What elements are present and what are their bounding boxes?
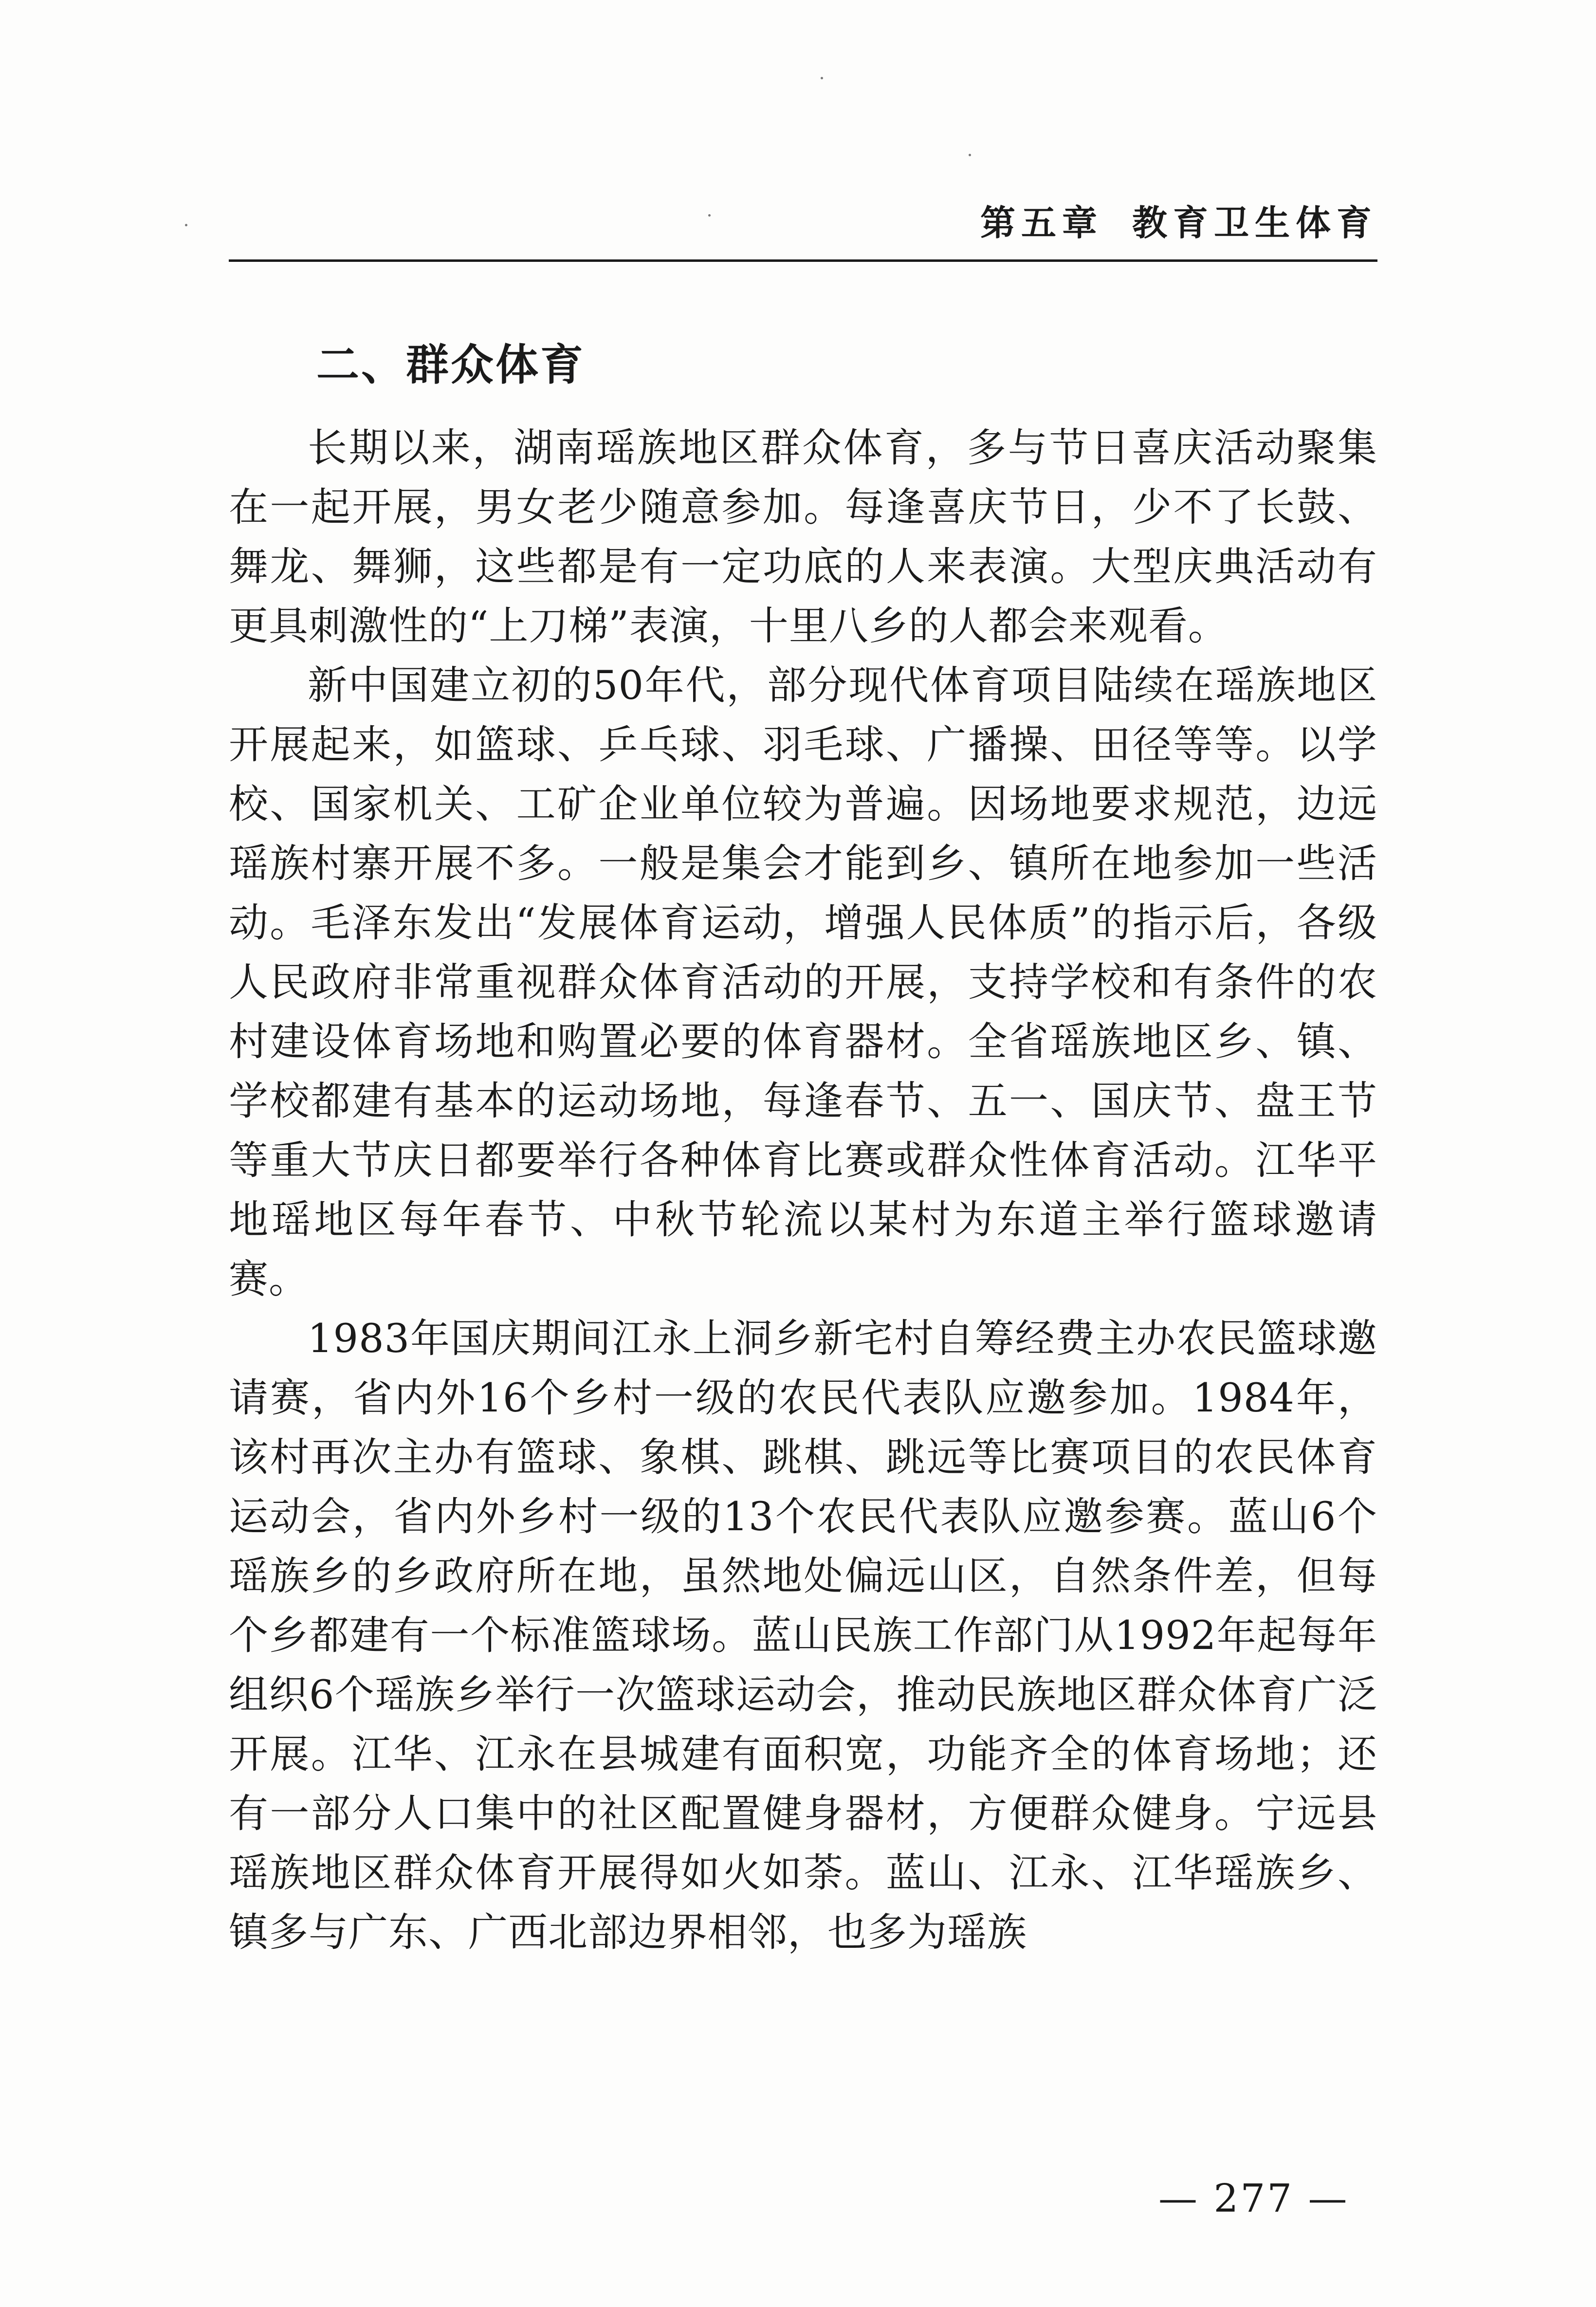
scan-speck bbox=[821, 77, 823, 79]
page-number: — 277 — bbox=[1158, 2176, 1349, 2221]
paragraph: 1983年国庆期间江永上洞乡新宅村自筹经费主办农民篮球邀请赛，省内外16个乡村一级的农民代表队应邀参加。1984年，该村再次主办有篮球、象棋、跳棋、跳远等比赛项目的农民体育运动会，省内外乡村一级的13个农民代表队应邀参赛。蓝山6个瑶族乡的乡政府所在地，虽然地处偏远山区，自然条件差，但每个乡都建有一个标准篮球场。蓝山民族工作部门从1992年起每年组织6个瑶族乡举行一次篮球运动会，推动民族地区群众体育广泛开展。江华、江永在县城建有面积宽，功能齐全的体育场地；还有一部分人口集中的社区配置健身器材，方便群众健身。宁远县瑶族地区群众体育开展得如火如荼。蓝山、江永、江华瑶族乡、镇多与广东、广西北部边界相邻，也多为瑶族 bbox=[229, 1316, 1377, 1956]
chapter-title: 教育卫生体育 bbox=[1132, 202, 1377, 243]
running-header bbox=[229, 184, 1377, 262]
scan-speck bbox=[185, 224, 187, 226]
body-text bbox=[229, 419, 1377, 1962]
paragraph: 长期以来，湖南瑶族地区群众体育，多与节日喜庆活动聚集在一起开展，男女老少随意参加。每逢喜庆节日，少不了长鼓、舞龙、舞狮，这些都是有一定功底的人来表演。大型庆典活动有更具刺激性的“上刀梯”表演，十里八乡的人都会来观看。 bbox=[229, 425, 1377, 649]
running-header-text bbox=[980, 195, 1377, 245]
paragraph: 新中国建立初的50年代，部分现代体育项目陆续在瑶族地区开展起来，如篮球、乒乓球、羽毛球、广播操、田径等等。以学校、国家机关、工矿企业单位较为普遍。因场地要求规范，边远瑶族村寨开展不多。一般是集会才能到乡、镇所在地参加一些活动。毛泽东发出“发展体育运动，增强人民体质”的指示后，各级人民政府非常重视群众体育活动的开展，支持学校和有条件的农村建设体育场地和购置必要的体育器材。全省瑶族地区乡、镇、学校都建有基本的运动场地，每逢春节、五一、国庆节、盘王节等重大节庆日都要举行各种体育比赛或群众性体育活动。江华平地瑶地区每年春节、中秋节轮流以某村为东道主举行篮球邀请赛。 bbox=[229, 663, 1377, 1302]
chapter-label: 第五章 bbox=[980, 202, 1103, 243]
section-heading: 二、群众体育 bbox=[316, 339, 586, 390]
scan-speck bbox=[969, 154, 971, 156]
